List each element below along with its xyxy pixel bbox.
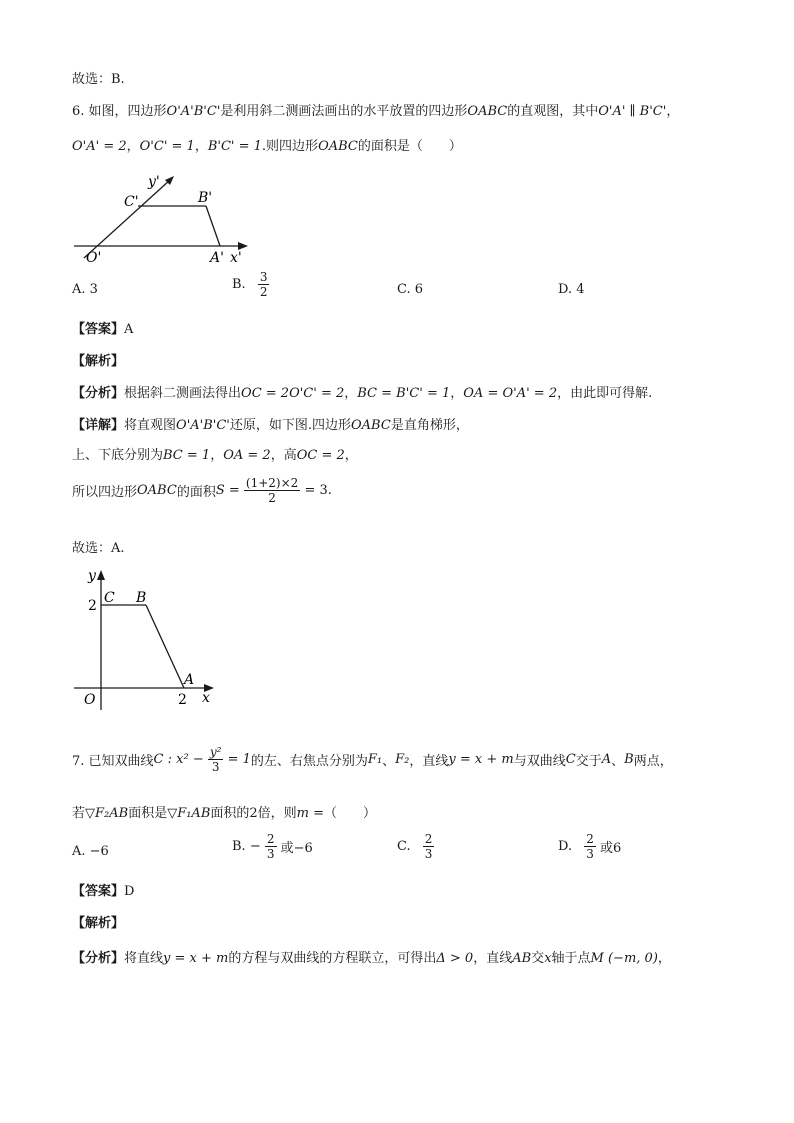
text: ，高 (270, 448, 297, 463)
q7-option-c[interactable] (397, 832, 434, 861)
q6-answer (72, 318, 133, 337)
math: F₁ (367, 752, 383, 767)
q6-stem-text: 6. 如图，四边形 (72, 104, 167, 119)
math: OA = 2 (223, 448, 271, 463)
text: ，直线 (409, 754, 449, 769)
answer-value: D (124, 884, 135, 899)
q6-fenxi (72, 382, 652, 401)
q6-stem-text: 是利用斜二测画法画出的水平放置的四边形 (220, 104, 468, 119)
text: 面积是 (128, 806, 168, 821)
math: C : x² − (153, 752, 204, 767)
label-y: y' (148, 174, 160, 190)
q6-stem-text: 的面积是（ ） (357, 139, 462, 154)
q6-bases (72, 444, 358, 463)
q7-fenxi (72, 947, 671, 966)
math: O'A'B'C' (176, 418, 230, 433)
option-prefix: B. − (232, 839, 261, 854)
math: A (601, 752, 612, 767)
text: 所以四边形 (72, 485, 138, 500)
math: OABC (137, 483, 177, 498)
math: ▽F₂AB (85, 806, 129, 821)
label-x: x (202, 690, 210, 706)
math: OABC (351, 418, 391, 433)
text: ， (450, 386, 464, 401)
label-o: O' (86, 250, 102, 266)
math: S = (215, 483, 240, 498)
b-a-segment (206, 206, 220, 246)
text: 的面积 (176, 485, 216, 500)
text: 交于 (575, 754, 602, 769)
fraction-numerator: (1+2)×2 (245, 476, 299, 490)
text: ， (657, 951, 671, 966)
fenxi-tag: 【分析】 (72, 386, 125, 401)
label-b: B' (198, 190, 213, 206)
label-2-x: 2 (178, 692, 187, 708)
q6-stem-text: ， (194, 139, 208, 154)
text: 的左、右焦点分别为 (250, 754, 368, 769)
label-a: A' (210, 250, 224, 266)
fraction-denominator: 3 (586, 847, 594, 861)
text: 上、下底分别为 (72, 448, 164, 463)
q7-analysis-tag (72, 912, 124, 931)
b-a-segment (146, 605, 184, 688)
fraction-numerator: 2 (424, 832, 433, 846)
text: 根据斜二测画法得出 (124, 386, 242, 401)
text: 、 (611, 754, 625, 769)
q7-stem-line1 (72, 745, 673, 774)
answer-tag: 【答案】 (72, 884, 125, 899)
q6-choice: 故选：A. (72, 541, 125, 556)
text: ，由此即可得解. (557, 386, 653, 401)
text: ， (344, 386, 358, 401)
q6-oblique-figure (70, 170, 260, 270)
label-a: A (184, 672, 195, 688)
q6-cond: O'A' = 2 (72, 139, 127, 154)
q6-stem-text: ， (666, 104, 680, 119)
math: Δ > 0 (436, 951, 474, 966)
fraction-numerator: 3 (259, 270, 268, 284)
q7-answer (72, 880, 134, 899)
fraction-numerator: y² (209, 745, 222, 759)
label-x: x' (230, 250, 242, 266)
math: OC = 2 (296, 448, 345, 463)
math: y = x + m (163, 951, 229, 966)
text: ， (344, 448, 358, 463)
math: y = x + m (448, 752, 514, 767)
q7-stem-line2 (72, 802, 376, 821)
math: B (624, 752, 634, 767)
math: OC = 2O'C' = 2 (241, 386, 345, 401)
fraction (258, 270, 270, 299)
text: 将直线 (124, 951, 164, 966)
q6-option-c[interactable]: C. 6 (397, 282, 424, 297)
text: 交 (531, 951, 545, 966)
analysis-tag: 【解析】 (72, 916, 125, 931)
text: 将直观图 (124, 418, 177, 433)
q7-option-d[interactable] (558, 832, 621, 861)
math: m = (296, 806, 325, 821)
q6-cond: B'C' = 1 (207, 139, 262, 154)
math: x (544, 951, 552, 966)
prev-choice: 故选：B. (72, 72, 125, 87)
answer-tag: 【答案】 (72, 322, 125, 337)
q6-stem-line2 (72, 135, 462, 154)
q6-stem-text: 的直观图，其中 (507, 104, 599, 119)
fraction-denominator: 2 (259, 285, 268, 299)
label-b: B (136, 590, 147, 606)
fraction (584, 832, 596, 861)
fraction-denominator: 3 (211, 760, 220, 774)
option-prefix: D. (558, 839, 573, 854)
label-y: y (88, 568, 96, 584)
q7-option-b[interactable] (232, 832, 313, 861)
math: M (−m, 0) (590, 951, 658, 966)
text: ， (210, 448, 224, 463)
fraction-denominator: 2 (268, 491, 276, 505)
math: = 3. (304, 483, 332, 498)
text: 轴于点 (551, 951, 591, 966)
text: 的方程与双曲线的方程联立，可得出 (228, 951, 437, 966)
q6-cond: O'C' = 1 (139, 139, 195, 154)
fraction-numerator: 2 (586, 832, 594, 846)
option-suffix: 或6 (600, 841, 622, 856)
q6-fig-name: O'A'B'C' (166, 104, 221, 119)
q6-analysis-tag (72, 350, 124, 369)
text: 、 (382, 754, 396, 769)
fraction (423, 832, 435, 861)
q6-restored-figure (70, 562, 230, 718)
text: 若 (72, 806, 86, 821)
q6-option-d[interactable]: D. 4 (558, 282, 585, 297)
x-arrow-icon (238, 242, 248, 250)
math: AB (512, 951, 532, 966)
math: C (565, 752, 576, 767)
q6-area (72, 476, 332, 505)
math: ▽F₁AB (167, 806, 211, 821)
q6-obj-name: OABC (467, 104, 508, 119)
text: ，直线 (473, 951, 513, 966)
q6-obj-name: OABC (318, 139, 358, 154)
analysis-tag: 【解析】 (72, 354, 125, 369)
label-c: C' (124, 194, 139, 210)
text: 与双曲线 (513, 754, 566, 769)
label-o: O (84, 692, 96, 708)
text: 两点， (633, 754, 673, 769)
text: 是直角梯形， (390, 418, 469, 433)
q6-xiangjie (72, 414, 469, 433)
math: F₂ (395, 752, 410, 767)
xiangjie-tag: 【详解】 (72, 418, 125, 433)
q6-stem-line1 (72, 100, 679, 119)
q6-option-b[interactable] (232, 270, 269, 299)
fraction-numerator: 2 (266, 832, 275, 846)
fraction-denominator: 3 (266, 847, 275, 861)
fenxi-tag: 【分析】 (72, 951, 125, 966)
math: = 1 (227, 752, 251, 767)
text: 面积的2倍，则 (210, 806, 297, 821)
hyperbola-fraction (208, 745, 224, 774)
math: OA = O'A' = 2 (463, 386, 558, 401)
fraction (265, 832, 277, 861)
area-fraction (244, 476, 300, 505)
q6-relation: O'A' ∥ B'C' (598, 104, 667, 119)
q6-stem-text: ， (126, 139, 140, 154)
q7-option-a[interactable]: A. −6 (72, 844, 109, 859)
option-prefix: C. (397, 839, 411, 854)
option-prefix: B. (232, 277, 246, 292)
option-suffix: 或−6 (280, 841, 313, 856)
math: BC = B'C' = 1 (357, 386, 451, 401)
text: （ ） (324, 806, 377, 821)
q6-stem-text: .则四边形 (261, 139, 319, 154)
math: BC = 1 (163, 448, 211, 463)
text: 还原，如下图.四边形 (229, 418, 352, 433)
text: 7. 已知双曲线 (72, 754, 154, 769)
y-arrow-icon (97, 570, 105, 580)
answer-value: A (124, 322, 134, 337)
label-c: C (104, 590, 115, 606)
label-2-y: 2 (88, 598, 97, 614)
q6-option-a[interactable]: A. 3 (72, 282, 98, 297)
fraction-denominator: 3 (424, 847, 433, 861)
